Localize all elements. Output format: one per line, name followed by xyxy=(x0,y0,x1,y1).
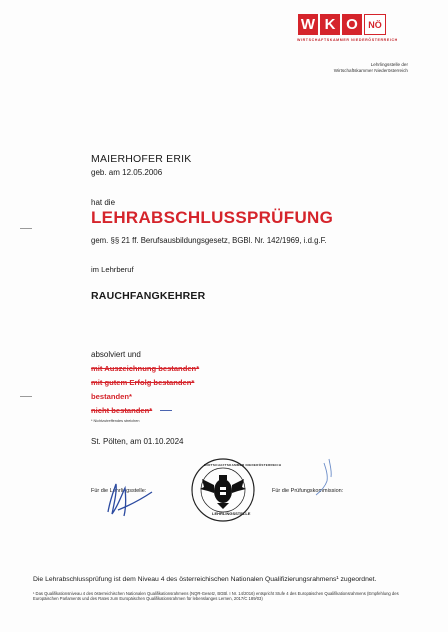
right-signature xyxy=(296,455,356,505)
result-option-passed: bestanden* xyxy=(91,392,132,401)
birth-date: geb. am 12.05.2006 xyxy=(91,168,163,177)
pen-stroke xyxy=(160,410,172,411)
intro-text: hat die xyxy=(91,198,116,207)
strike-hint: * Nichtzutreffendes streichen xyxy=(91,419,140,423)
place-date: St. Pölten, am 01.10.2024 xyxy=(91,437,184,446)
wko-logo xyxy=(298,14,386,35)
logo-region: NÖ xyxy=(364,14,386,35)
document-title: LEHRABSCHLUSSPRÜFUNG xyxy=(91,208,334,227)
left-signature xyxy=(100,470,170,520)
logo-subtitle: WIRTSCHAFTSKAMMER NIEDERÖSTERREICH xyxy=(297,38,398,42)
logo-letter: W xyxy=(298,14,318,35)
margin-mark xyxy=(20,228,32,229)
seal-top-text: WIRTSCHAFTSKAMMER NIEDERÖSTERREICH xyxy=(204,463,282,467)
margin-mark xyxy=(20,396,32,397)
level-statement: Die Lehrabschlussprüfung ist dem Niveau 4 des österreichischen Nationalen Qualifizierungsrahmens¹ zugeordnet. xyxy=(33,576,377,583)
right-signature-label: Für die Prüfungskommission: xyxy=(272,488,344,494)
trade-name: RAUCHFANGKEHRER xyxy=(91,290,206,302)
office-address xyxy=(300,62,408,73)
result-option-good: mit gutem Erfolg bestanden* xyxy=(91,378,195,387)
seal-bottom-text: LEHRLINGSSTELLE xyxy=(212,511,251,516)
result-option-failed: nicht bestanden* xyxy=(91,406,153,415)
candidate-name: MAIERHOFER ERIK xyxy=(91,153,192,165)
logo-letter: K xyxy=(320,14,340,35)
left-signature-label: Für die Lehrlingsstelle: xyxy=(91,488,147,494)
trade-label: im Lehrberuf xyxy=(91,265,134,274)
logo-letter: O xyxy=(342,14,362,35)
legal-reference: gem. §§ 21 ff. Berufsausbildungsgesetz, BGBl. Nr. 142/1969, i.d.g.F. xyxy=(91,236,327,245)
office-line: Lehrlingsstelle der xyxy=(370,62,408,67)
office-line: Wirtschaftskammer Niederösterreich xyxy=(333,67,408,73)
result-option-distinction: mit Auszeichnung bestanden* xyxy=(91,364,200,373)
result-intro: absolviert und xyxy=(91,350,141,359)
footnote: ¹ Das Qualifikationsniveau 4 des österreichischen Nationalen Qualifikationsrahmens (NQR-Gesetz, BGBl. I Nr. 14/2016) entspricht Stufe 4 des Europäischen Qualifikationsrahmens (Empfehlung des Europäischen Parlaments und des Rates zum Europäischen Qualifikationsrahmen für lebenslanges Lernen, 2017/C 189/03) xyxy=(33,591,399,602)
